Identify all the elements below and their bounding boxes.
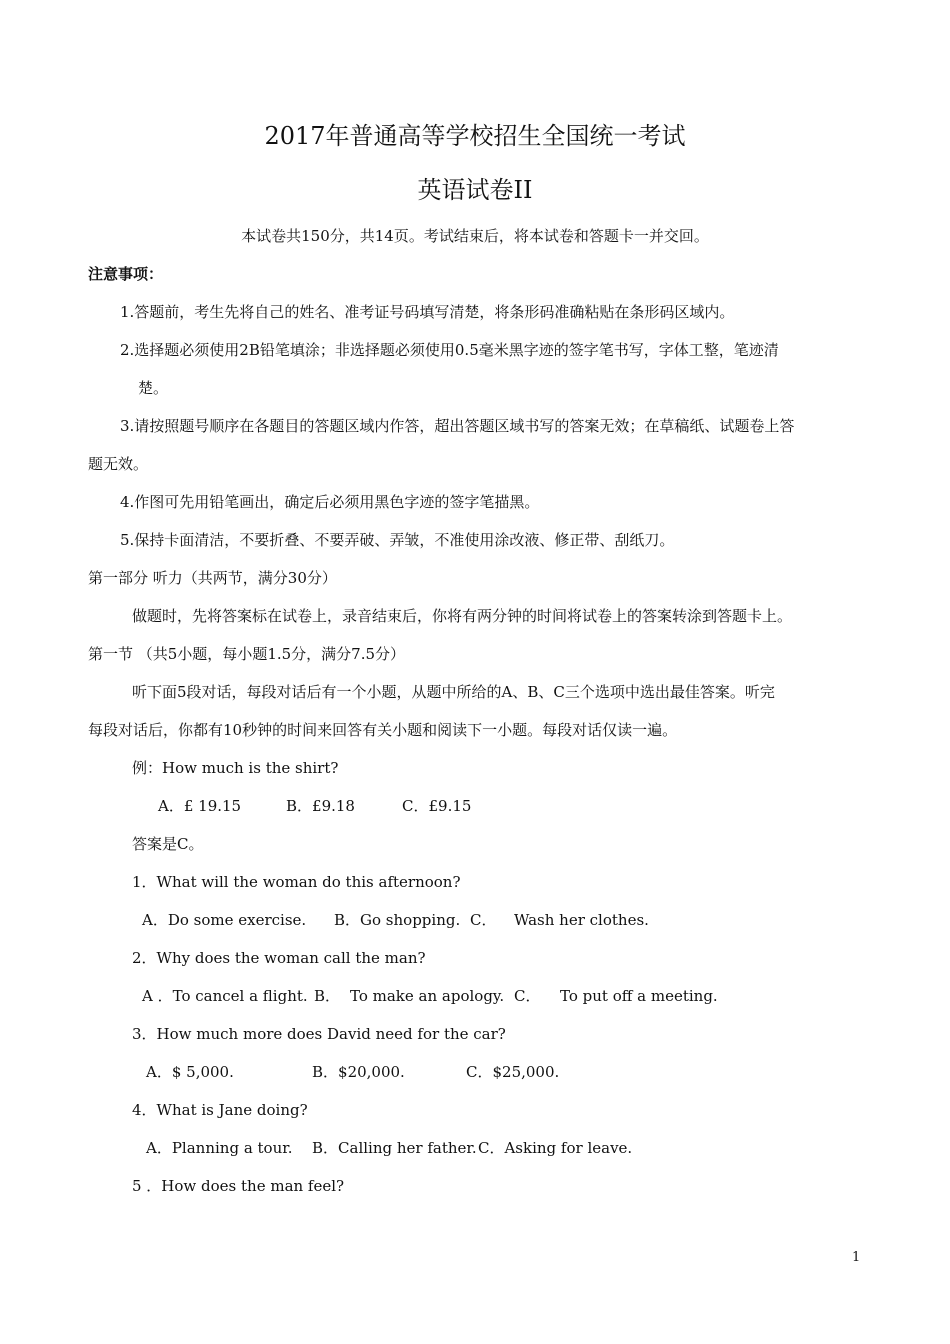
question-4-option-c: C．Asking for leave. xyxy=(478,1139,633,1157)
notice-item: 2.选择题必须使用2B铅笔填涂；非选择题必须使用0.5毫米黑字迹的签字笔书写，字体工整，笔迹清 xyxy=(120,341,779,359)
question-2-option-c-label: C． xyxy=(514,987,541,1005)
section1-instruction: 听下面5段对话，每段对话后有一个小题，从题中所给的A、B、C三个选项中选出最佳答案。听完 xyxy=(132,683,775,701)
example-answer: 答案是C。 xyxy=(132,835,204,853)
example-question: 例：How much is the shirt? xyxy=(132,759,339,777)
question-1-option-c-label: C． xyxy=(470,911,497,929)
example-option-b: B．£9.18 xyxy=(286,797,355,815)
exam-intro: 本试卷共150分，共14页。考试结束后，将本试卷和答题卡一并交回。 xyxy=(241,227,709,245)
question-3-option-c: C．$25,000. xyxy=(466,1063,560,1081)
question-2-option-b-label: B． xyxy=(314,987,341,1005)
question-4: 4．What is Jane doing? xyxy=(132,1101,308,1119)
part1-heading: 第一部分 听力（共两节，满分30分） xyxy=(88,569,337,587)
question-2-option-b-text: To make an apology. xyxy=(350,987,505,1005)
notice-item: 4.作图可先用铅笔画出，确定后必须用黑色字迹的签字笔描黑。 xyxy=(120,493,540,511)
section1-heading: 第一节 （共5小题，每小题1.5分，满分7.5分） xyxy=(88,645,406,663)
exam-subtitle: 英语试卷II xyxy=(417,176,533,204)
part1-instruction: 做题时，先将答案标在试卷上，录音结束后，你将有两分钟的时间将试卷上的答案转涂到答题卡上。 xyxy=(132,607,793,625)
example-option-a: A．£ 19.15 xyxy=(158,797,242,815)
page-number: 1 xyxy=(852,1250,861,1265)
question-2-option-a: A ．To cancel a flight. xyxy=(142,987,308,1005)
notice-item: 5.保持卡面清洁，不要折叠、不要弄破、弄皱，不准使用涂改液、修正带、刮纸刀。 xyxy=(120,531,675,549)
question-5: 5 ．How does the man feel? xyxy=(132,1177,345,1195)
exam-title: 2017年普通高等学校招生全国统一考试 xyxy=(264,122,686,150)
question-1-option-b: B．Go shopping. xyxy=(334,911,461,929)
notice-item: 3.请按照题号顺序在各题目的答题区域内作答，超出答题区域书写的答案无效；在草稿纸、试题卷上答 xyxy=(120,417,795,435)
question-2-option-c-text: To put off a meeting. xyxy=(560,987,718,1005)
question-1: 1．What will the woman do this afternoon? xyxy=(132,873,461,891)
question-3-option-a: A．$ 5,000. xyxy=(146,1063,234,1081)
notice-heading: 注意事项： xyxy=(88,265,164,283)
question-3-option-b: B．$20,000. xyxy=(312,1063,405,1081)
notice-item-continued: 题无效。 xyxy=(88,455,149,473)
question-1-option-a: A．Do some exercise. xyxy=(142,911,307,929)
example-option-c: C．£9.15 xyxy=(402,797,472,815)
question-4-option-b: B．Calling her father. xyxy=(312,1139,477,1157)
question-2: 2．Why does the woman call the man? xyxy=(132,949,426,967)
notice-item-continued: 楚。 xyxy=(138,379,169,397)
question-1-option-c-text: Wash her clothes. xyxy=(514,911,649,929)
notice-item: 1.答题前，考生先将自己的姓名、准考证号码填写清楚，将条形码准确粘贴在条形码区域内。 xyxy=(120,303,735,321)
question-3: 3．How much more does David need for the car? xyxy=(132,1025,506,1043)
section1-instruction-continued: 每段对话后，你都有10秒钟的时间来回答有关小题和阅读下一小题。每段对话仅读一遍。 xyxy=(88,721,678,739)
question-4-option-a: A．Planning a tour. xyxy=(146,1139,293,1157)
